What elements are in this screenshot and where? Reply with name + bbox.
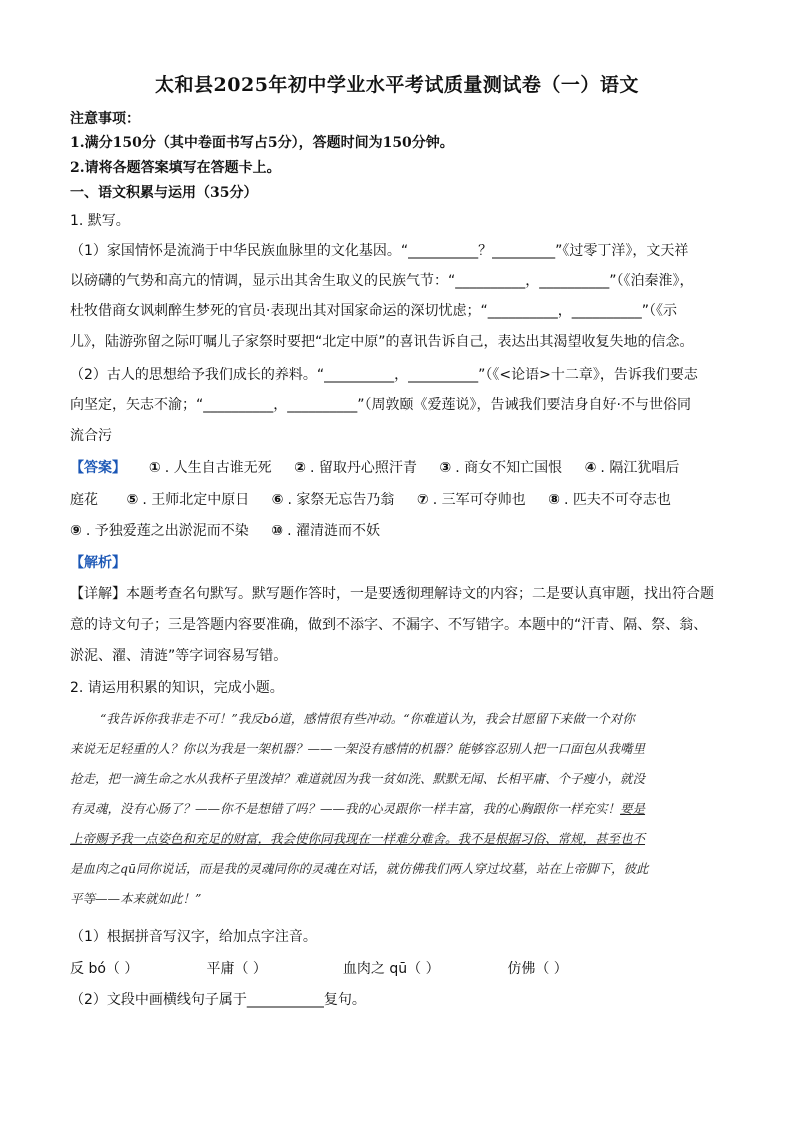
question-1-part2-line3: 流合污: [70, 428, 112, 444]
answer-item: ① . 人生自古谁无死: [148, 460, 272, 476]
passage-line-5: [70, 829, 730, 847]
pinyin-row: [70, 958, 730, 978]
answer-item: ② . 留取丹心照汗青: [294, 460, 417, 476]
underlined-sentence: 要是: [620, 801, 646, 816]
answer-item: ④ . 隔江犹唱后: [584, 460, 680, 476]
passage-line-7: 平等——本来就如此！”: [70, 891, 202, 906]
answer-item: 庭花: [70, 492, 98, 508]
section-heading-1: 一、语文积累与运用（35分）: [70, 185, 258, 201]
question-1-part2-line1: （2）古人的思想给予我们成长的养料。“__________，__________”（《<论语>十二章》，告诉我们要志: [70, 367, 698, 383]
answer-item: ⑥ . 家祭无忘告乃翁: [271, 492, 395, 508]
passage-line-2: 来说无足轻重的人？你以为我是一架机器？——一架没有感情的机器？能够容忍别人把一口面包从我嘴里: [70, 741, 646, 756]
pinyin-item: 血肉之 qū（ ）: [342, 961, 440, 977]
passage-line-1: “我告诉你我非走不可！”我反bó道，感情很有些冲动。“你难道认为，我会甘愿留下来做一个对你: [100, 711, 635, 726]
question-2-sub2: （2）文段中画横线句子属于___________复句。: [70, 992, 366, 1008]
detail-line-1: 【详解】本题考查名句默写。默写题作答时，一是要透彻理解诗文的内容；二是要认真审题，找出符合题: [70, 586, 714, 602]
answer-row-3: [70, 520, 730, 540]
answer-item: ⑧ . 匹夫不可夺志也: [548, 492, 671, 508]
passage-line-6: 是血肉之qū同你说话，而是我的灵魂同你的灵魂在对话，就仿佛我们两人穿过坟墓，站在上帝脚下，彼此: [70, 861, 649, 876]
answer-item: ⑨ . 予独爱莲之出淤泥而不染: [70, 523, 249, 539]
question-1-part1-line2: 以磅礴的气势和高亢的情调，显示出其舍生取义的民族气节：“__________，__________”（《泊秦淮》，: [70, 273, 694, 289]
pinyin-item: 反 bó（ ）: [70, 961, 139, 977]
question-1-label: 1. 默写。: [70, 213, 130, 229]
detail-line-3: 淤泥、濯、清涟”等字词容易写错。: [70, 648, 288, 664]
answer-row-2: [70, 489, 730, 509]
passage-line-4: 有灵魂，没有心肠了？——你不是想错了吗？——我的心灵跟你一样丰富，我的心胸跟你一样充实！要是: [70, 801, 646, 816]
page-title: 太和县2025年初中学业水平考试质量测试卷（一）语文: [155, 74, 639, 96]
answer-item: ⑤ . 王师北定中原日: [126, 492, 250, 508]
notes-item-1: 1.满分150分（其中卷面书写占5分），答题时间为150分钟。: [70, 135, 454, 151]
answer-item: ⑩ . 濯清涟而不妖: [271, 523, 380, 539]
question-1-part1-line4: 儿》，陆游弥留之际叮嘱儿子家祭时要把“北定中原”的喜讯告诉自己，表达出其渴望收复失地的信念。: [70, 334, 694, 350]
answer-item: ⑦ . 三军可夺帅也: [416, 492, 526, 508]
detail-line-2: 意的诗文句子；三是答题内容要准确，做到不添字、不漏字、不写错字。本题中的“汗青、隔、祭、翁、: [70, 617, 708, 633]
question-2-sub1: （1）根据拼音写汉字，给加点字注音。: [70, 929, 317, 945]
answer-label: 【答案】: [70, 460, 126, 476]
underlined-sentence: 上帝赐予我一点姿色和充足的财富，我会使你同我现在一样难分难舍。我不是根据习俗、常规，甚至也不: [70, 831, 646, 846]
question-1-part2-line2: 向坚定，矢志不渝；“__________，__________”（周敦颐《爱莲说》，告诫我们要洁身自好·不与世俗同: [70, 397, 691, 413]
passage-line-3: 抢走，把一滴生命之水从我杯子里泼掉？难道就因为我一贫如洗、默默无闻、长相平庸、个子瘦小，就没: [70, 771, 646, 786]
answer-row-1: [70, 457, 730, 477]
pinyin-item: 平庸（ ）: [206, 961, 267, 977]
answer-item: ③ . 商女不知亡国恨: [439, 460, 563, 476]
question-1-part1-line1: （1）家国情怀是流淌于中华民族血脉里的文化基因。“__________？_________”《过零丁洋》，文天祥: [70, 243, 689, 259]
question-1-part1-line3: 杜牧借商女讽刺醉生梦死的官员·表现出其对国家命运的深切忧虑；“__________，__________”（《示: [70, 303, 677, 319]
pinyin-item: 仿佛（ ）: [507, 961, 568, 977]
analysis-label: 【解析】: [70, 555, 126, 571]
question-2-label: 2. 请运用积累的知识，完成小题。: [70, 680, 284, 696]
notes-item-2: 2.请将各题答案填写在答题卡上。: [70, 160, 281, 176]
notes-heading: 注意事项：: [70, 111, 140, 127]
